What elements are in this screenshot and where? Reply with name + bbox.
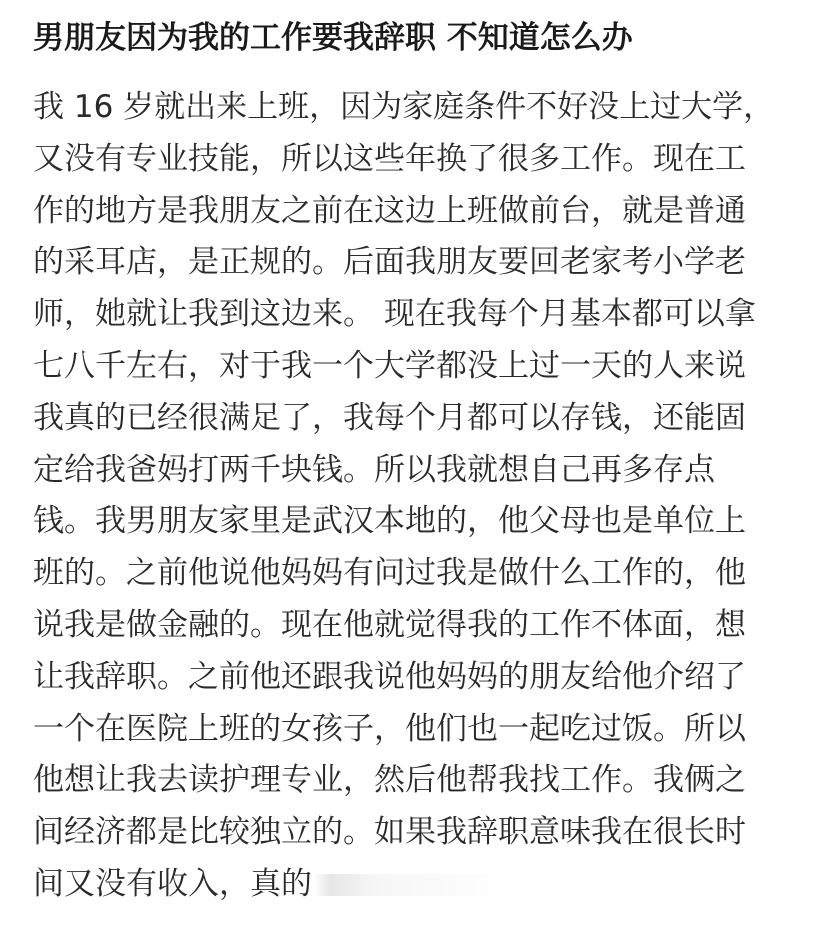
- post-title: 男朋友因为我的工作要我辞职 不知道怎么办: [33, 20, 633, 56]
- body-line: 我真的已经很满足了，我每个月都可以存钱，还能固: [33, 399, 746, 436]
- body-line: 间经济都是比较独立的。如果我辞职意味我在很长时: [33, 814, 746, 851]
- body-line: 钱。我男朋友家里是武汉本地的，他父母也是单位上: [33, 503, 746, 540]
- body-line: 让我辞职。之前他还跟我说他妈妈的朋友给他介绍了: [33, 658, 746, 695]
- truncated-line: [33, 859, 803, 911]
- body-line: 作的地方是我朋友之前在这边上班做前台，就是普通: [33, 192, 746, 229]
- body-line: 班的。之前他说他妈妈有问过我是做什么工作的，他: [33, 555, 746, 592]
- body-line: 他想让我去读护理专业，然后他帮我找工作。我俩之: [33, 762, 746, 799]
- post-body: [33, 82, 803, 911]
- body-line: 七八千左右，对于我一个大学都没上过一天的人来说: [33, 347, 746, 384]
- body-line: 说我是做金融的。现在他就觉得我的工作不体面，想: [33, 606, 746, 643]
- body-line: 定给我爸妈打两千块钱。所以我就想自己再多存点: [33, 451, 715, 488]
- body-line: 一个在医院上班的女孩子，他们也一起吃过饭。所以: [33, 710, 746, 747]
- body-line: 师，她就让我到这边来。 现在我每个月基本都可以拿: [33, 296, 756, 333]
- post: [33, 12, 803, 911]
- text-fade-mask: [314, 874, 514, 896]
- body-line: 又没有专业技能，所以这些年换了很多工作。现在工: [33, 140, 746, 177]
- last-line-text: 间又没有收入，真的: [33, 865, 312, 902]
- body-line: 的采耳店，是正规的。后面我朋友要回老家考小学老: [33, 244, 746, 281]
- body-line: 我 16 岁就出来上班，因为家庭条件不好没上过大学，: [33, 89, 775, 125]
